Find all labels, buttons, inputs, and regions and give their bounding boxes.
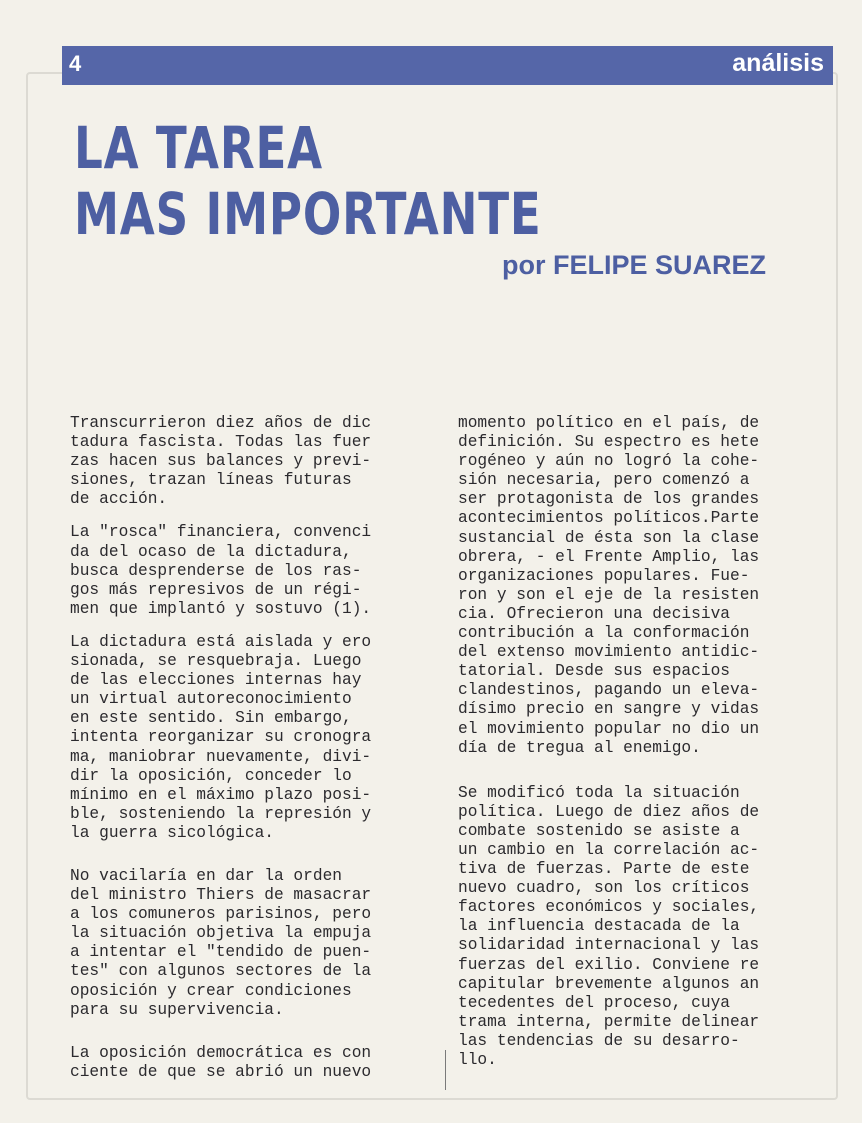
column-divider <box>445 1050 446 1090</box>
section-header-bar <box>62 46 833 85</box>
left-text-column <box>70 414 440 1096</box>
right-text-column <box>458 414 830 1084</box>
page-number: 4 <box>69 51 82 76</box>
article-byline: por FELIPE SUAREZ <box>502 250 767 280</box>
paragraph: La oposición democrática es con ciente de que se abrió un nuevo <box>70 1043 372 1081</box>
section-label: análisis <box>732 49 824 77</box>
article-title-line-1: LA TAREA <box>74 114 323 182</box>
article-title <box>74 115 542 247</box>
paragraph: La dictadura está aislada y ero sionada, se resquebraja. Luego de las elecciones internas hay un virtual autoreconocimiento en este sentido. Sin embargo, intenta reorganizar su cronogra ma, maniobrar nuevamente, divi- dir la oposición, conceder lo mínimo en el máximo plazo posi- ble, sosteniendo la represión y la guerra sicológica. <box>70 632 372 842</box>
paragraph: No vacilaría en dar la orden del ministro Thiers de masacrar a los comuneros parisinos, pero la situación objetiva la empuja a intentar el "tendido de puen- tes" con algunos sectores de la oposición y crear condiciones para su supervivencia. <box>70 866 372 1019</box>
paragraph: Se modificó toda la situación política. Luego de diez años de combate sostenido se asiste a un cambio en la correlación ac- tiva de fuerzas. Parte de este nuevo cuadro, son los críticos factores económicos y sociales, la influencia destacada de la solidaridad internacional y las fuerzas del exilio. Conviene re capitular brevemente algunos an tecedentes del proceso, cuya trama interna, permite delinear las tendencias de su desarro- llo. <box>458 783 760 1069</box>
paragraph: Transcurrieron diez años de dic tadura fascista. Todas las fuer zas hacen sus balances y previ- siones, trazan líneas futuras de acción. <box>70 414 372 509</box>
article-title-line-2: MAS IMPORTANTE <box>74 180 542 248</box>
paragraph: momento político en el país, de definición. Su espectro es hete rogéneo y aún no logró la cohe- sión necesaria, pero comenzó a ser protagonista de los grandes acontecimientos políticos.Parte sustancial de ésta son la clase obrera, - el Frente Amplio, las organizaciones populares. Fue- ron y son el eje de la resisten cia. Ofrecieron una decisiva contribución a la conformación del extenso movimiento antidic- tatorial. Desde sus espacios clandestinos, pagando un eleva- dísimo precio en sangre y vidas el movimiento popular no dio un día de tregua al enemigo. <box>458 414 760 757</box>
paragraph: La "rosca" financiera, convenci da del ocaso de la dictadura, busca desprenderse de los ras- gos más represivos de un régi- men que implantó y sostuvo (1). <box>70 523 372 618</box>
